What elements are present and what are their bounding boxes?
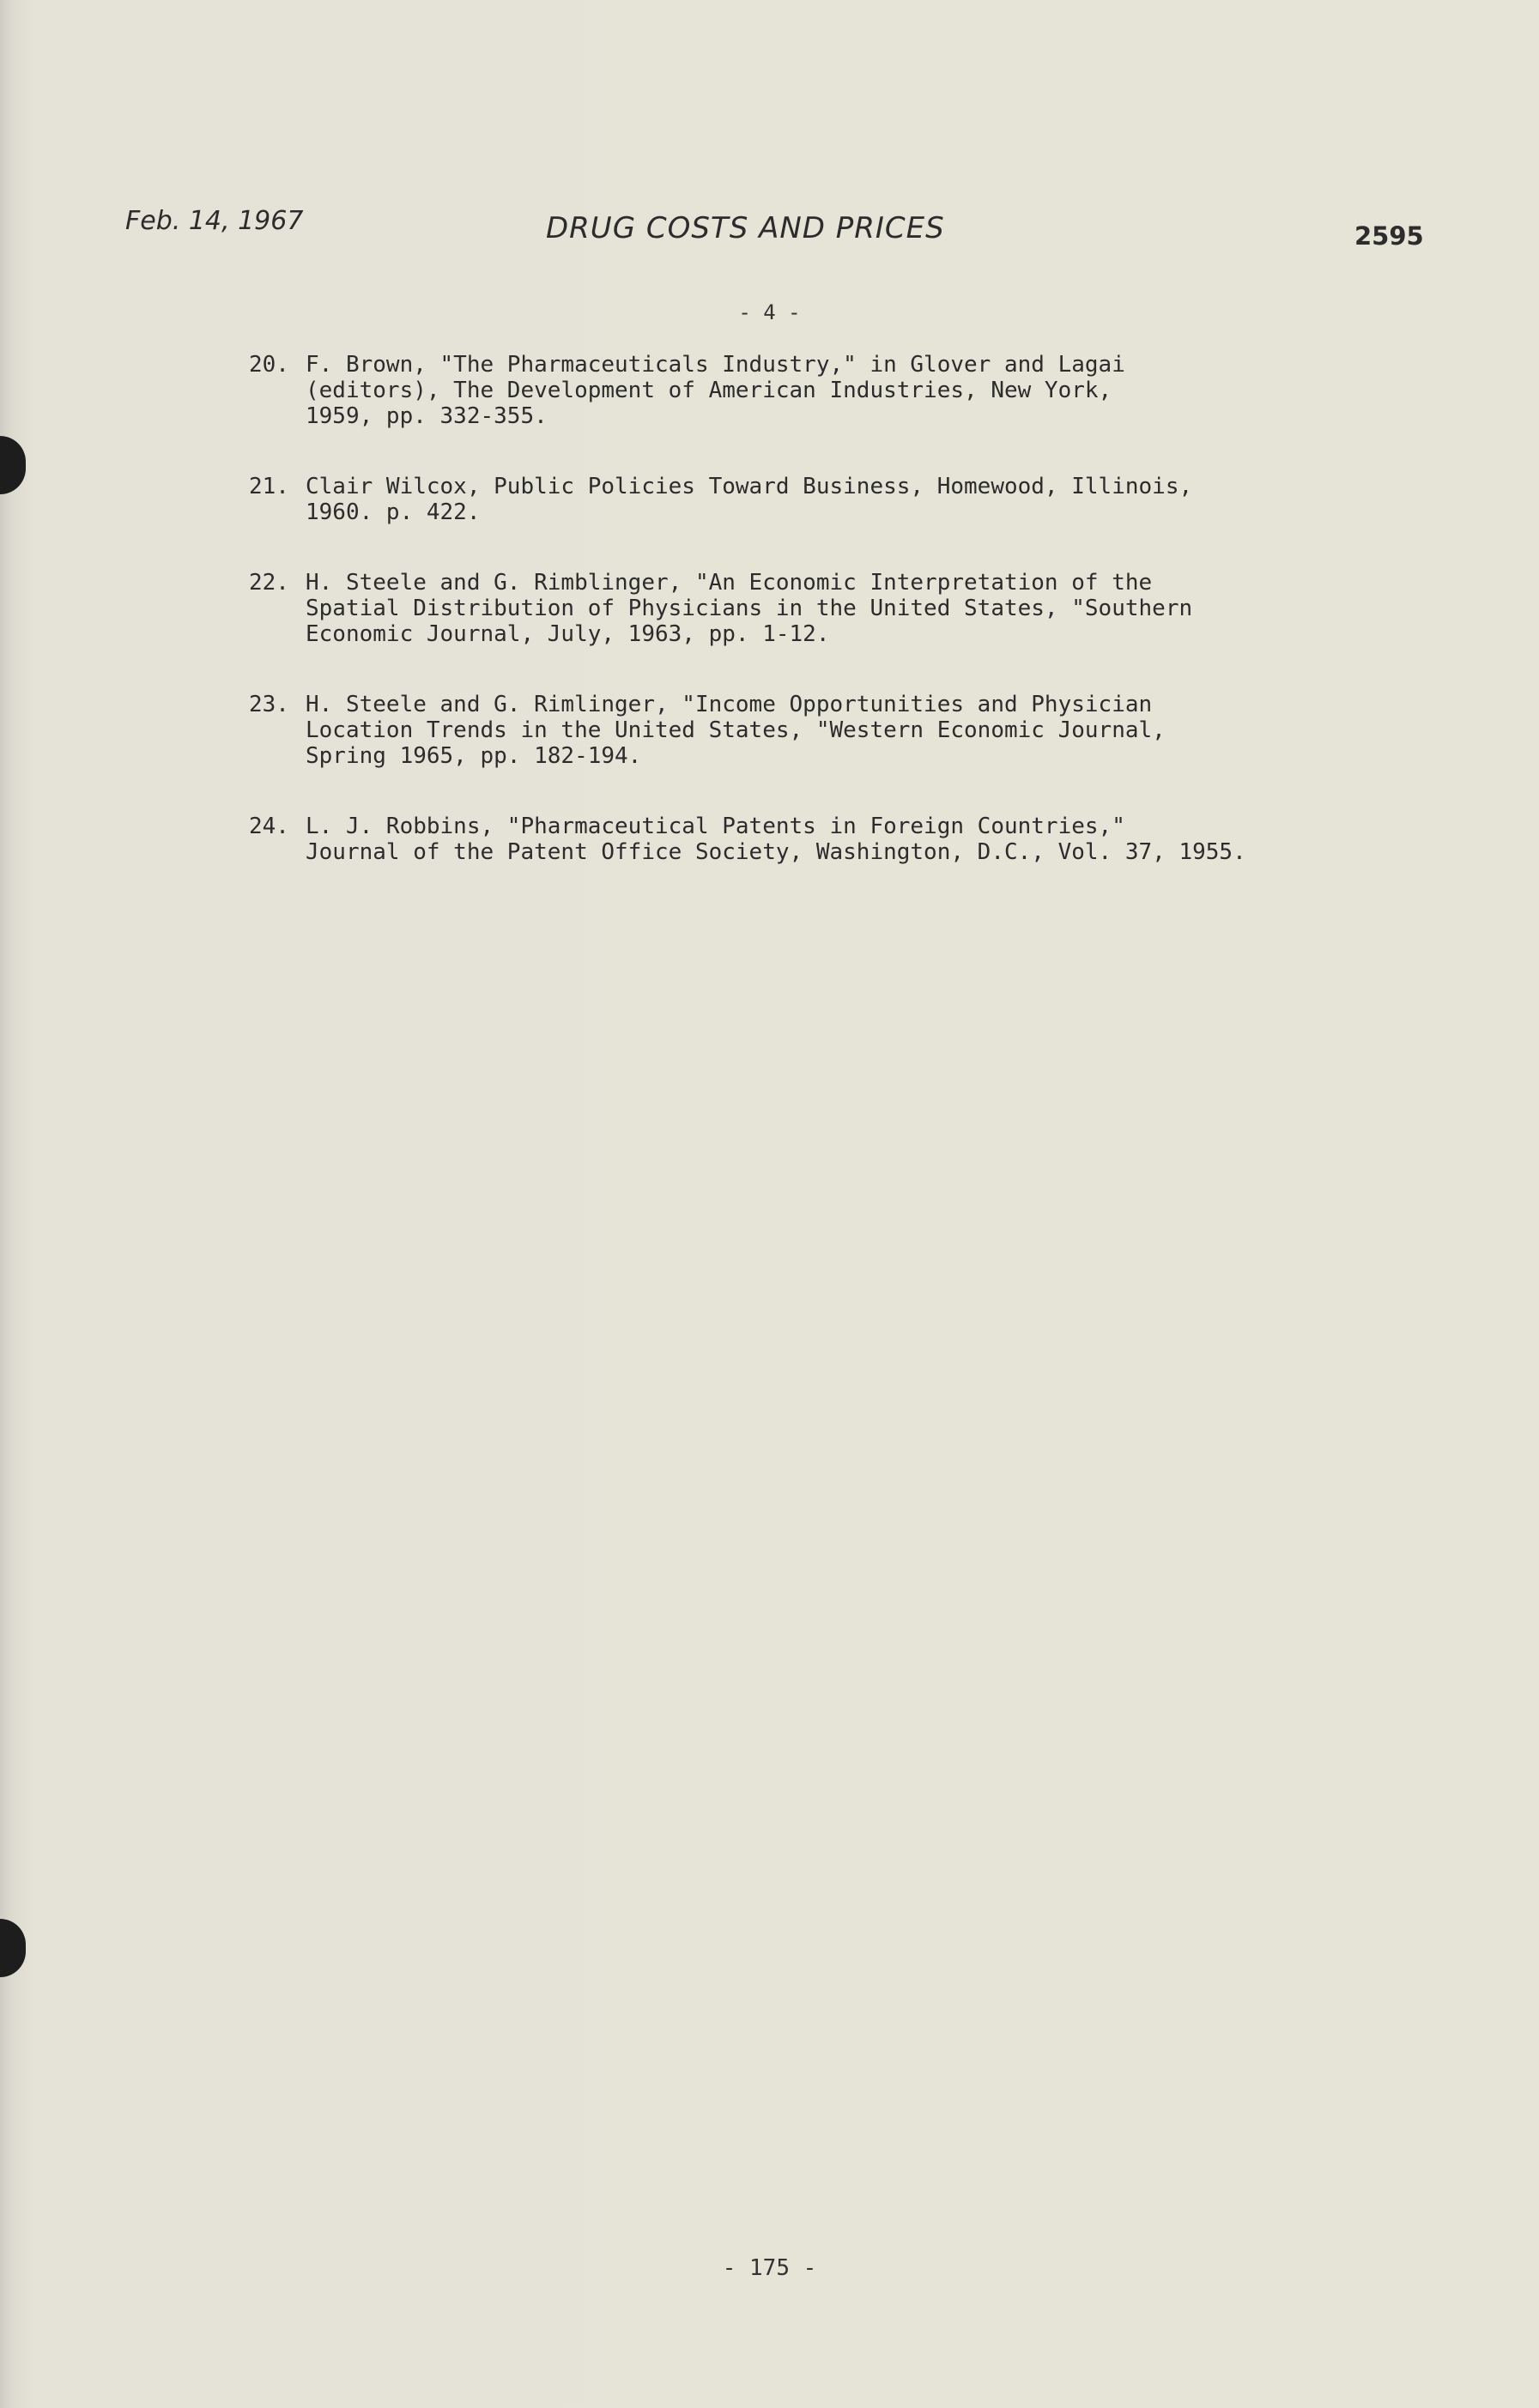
reference-item bbox=[240, 474, 1356, 525]
reference-text: L. J. Robbins, "Pharmaceutical Patents in Foreign Countries," Journal of the Patent Office Society, Washington, D.C., Vol. 37, 1955. bbox=[306, 814, 1246, 865]
reference-text: Clair Wilcox, Public Policies Toward Business, Homewood, Illinois, 1960. p. 422. bbox=[306, 474, 1193, 525]
reference-number: 23. bbox=[249, 692, 289, 717]
reference-number: 24. bbox=[249, 814, 289, 839]
reference-item bbox=[240, 352, 1356, 429]
reference-item bbox=[240, 692, 1356, 769]
section-marker: - 4 - bbox=[738, 300, 801, 324]
reference-number: 20. bbox=[249, 352, 289, 378]
reference-item bbox=[240, 814, 1356, 865]
page-header bbox=[0, 206, 1539, 257]
header-title: DRUG COSTS AND PRICES bbox=[546, 211, 945, 245]
reference-number: 22. bbox=[249, 570, 289, 596]
reference-number: 21. bbox=[249, 474, 289, 499]
header-date: Feb. 14, 1967 bbox=[125, 206, 304, 236]
reference-text: H. Steele and G. Rimblinger, "An Economic Interpretation of the Spatial Distribution of Physicians in the United States, "Southern Economic Journal, July, 1963, pp. 1-12. bbox=[306, 570, 1193, 647]
reference-list bbox=[240, 352, 1356, 910]
reference-item bbox=[240, 570, 1356, 647]
header-page-number: 2595 bbox=[1354, 221, 1424, 251]
reference-text: F. Brown, "The Pharmaceuticals Industry," in Glover and Lagai (editors), The Development of American Industries, New York, 1959, pp. 332-355. bbox=[306, 352, 1125, 429]
binding-hole-lower bbox=[0, 1919, 26, 1977]
reference-text: H. Steele and G. Rimlinger, "Income Opportunities and Physician Location Trends in the United States, "Western Economic Journal, Spring 1965, pp. 182-194. bbox=[306, 692, 1166, 769]
footer-page-number: - 175 - bbox=[722, 2255, 817, 2281]
binding-hole-upper bbox=[0, 436, 26, 494]
